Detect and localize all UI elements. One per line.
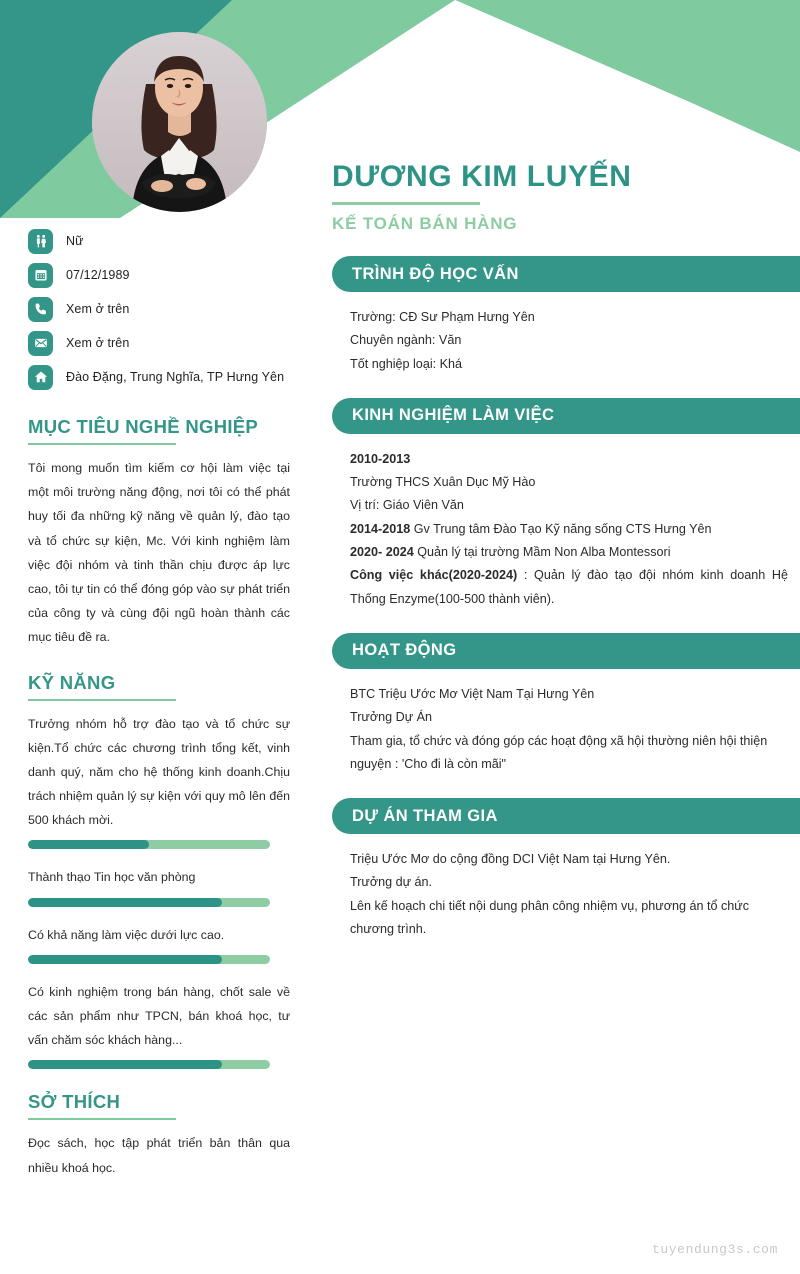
hobbies-body: Đọc sách, học tập phát triển bản thân qua nhiều khoá học. [28, 1136, 290, 1175]
avatar [92, 32, 267, 212]
section-activities [332, 633, 800, 776]
education-heading: TRÌNH ĐỘ HỌC VẤN [352, 264, 519, 283]
calendar-icon [28, 263, 53, 288]
experience-header-bar [332, 398, 800, 434]
contact-item-gender [28, 224, 318, 258]
experience-entry [350, 541, 788, 564]
section-objective [0, 416, 318, 650]
section-hobbies [0, 1091, 318, 1179]
experience-entry [350, 568, 788, 605]
skill-item [28, 980, 290, 1070]
skill-progress-fill [28, 898, 222, 907]
skills-heading: KỸ NĂNG [28, 671, 116, 693]
contact-item-phone [28, 292, 318, 326]
home-icon [28, 365, 53, 390]
activities-header-bar [332, 633, 800, 669]
education-line: Chuyên ngành: Văn [350, 333, 462, 348]
contact-item-birthday [28, 258, 318, 292]
skill-item [28, 865, 290, 906]
skill-label: Thành thạo Tin học văn phòng [28, 870, 196, 885]
projects-body [332, 834, 800, 941]
contact-item-address [28, 360, 318, 394]
hobbies-divider [28, 1118, 176, 1120]
section-skills [0, 672, 318, 1070]
hobbies-heading: SỞ THÍCH [28, 1091, 121, 1113]
avatar-photo [92, 32, 267, 212]
experience-body [332, 434, 800, 611]
projects-line: Trưởng dự án. [350, 875, 433, 890]
activities-line: Tham gia, tổ chức và đóng góp các hoạt động xã hội thường niên hội thiện nguyện : 'Cho đi là còn mãi" [350, 733, 768, 771]
skill-progress-fill [28, 955, 222, 964]
skill-progress-bar [28, 840, 270, 849]
projects-line: Lên kế hoạch chi tiết nội dung phân công nhiệm vụ, phương án tổ chức chương trình. [350, 898, 750, 937]
job-title: KẾ TOÁN BÁN HÀNG [332, 214, 518, 233]
education-body [332, 292, 800, 376]
projects-line: Triệu Ước Mơ do cộng đồng DCI Việt Nam tại Hưng Yên. [350, 852, 671, 867]
right-column [332, 160, 800, 941]
activities-heading: HOẠT ĐỘNG [352, 641, 457, 660]
phone-icon [28, 297, 53, 322]
experience-period: Công việc khác(2020-2024) [350, 568, 518, 583]
skill-label: Có kinh nghiệm trong bán hàng, chốt sale về các sản phẩm như TPCN, bán khoá học, tư vấn chăm sóc khách hàng... [28, 984, 290, 1048]
skill-progress-bar [28, 955, 270, 964]
skills-divider [28, 699, 176, 701]
page-title: DƯƠNG KIM LUYẾN [332, 160, 632, 193]
contact-item-email [28, 326, 318, 360]
education-line: Tốt nghiệp loại: Khá [350, 356, 463, 371]
experience-line: : Quản lý đào tạo đội nhóm kinh doanh Hệ Thống Enzyme(100-500 thành viên). [350, 568, 788, 606]
section-projects [332, 798, 800, 941]
watermark: tuyendung3s.com [651, 1242, 778, 1257]
section-education [332, 256, 800, 376]
education-line: Trường: CĐ Sư Phạm Hưng Yên [350, 310, 535, 324]
left-column [0, 218, 318, 1180]
skill-progress-bar [28, 1060, 270, 1069]
contact-list [0, 218, 318, 394]
objective-body: Tôi mong muốn tìm kiếm cơ hội làm việc tại một môi trường năng động, nơi tôi có thể phát huy tối đa những kỹ năng về quản lý, đào tạo và tổ chức sự kiện, Mc. Với kinh nghiệm làm việc đội nhóm và tinh thần chịu được áp lực cao, tôi tự tin có thể đóng góp vào sự phát triển của công ty và cùng đội ngũ hoàn thành các mục tiêu đề ra. [28, 461, 290, 645]
contact-value: Xem ở trên [66, 336, 130, 350]
projects-header-bar [332, 798, 800, 834]
skill-progress-fill [28, 840, 149, 849]
objective-heading: MỤC TIÊU NGHỀ NGHIỆP [28, 416, 259, 437]
contact-value: Xem ở trên [66, 302, 130, 316]
skill-item [28, 923, 290, 964]
gender-icon [28, 229, 53, 254]
contact-value: Nữ [66, 234, 84, 248]
experience-period: 2014-2018 [350, 521, 411, 536]
experience-period: 2010-2013 [350, 451, 411, 466]
experience-line: Vị trí: Giáo Viên Văn [350, 498, 464, 513]
experience-line: Gv Trung tâm Đào Tạo Kỹ năng sống CTS Hưng Yên [410, 521, 712, 536]
experience-period: 2020- 2024 [350, 545, 414, 560]
contact-value: 07/12/1989 [66, 268, 130, 282]
activities-body [332, 669, 800, 776]
skill-progress-bar [28, 898, 270, 907]
email-icon [28, 331, 53, 356]
contact-value: Đào Đặng, Trung Nghĩa, TP Hưng Yên [66, 370, 285, 384]
experience-line: Trường THCS Xuân Dục Mỹ Hào [350, 475, 536, 490]
objective-divider [28, 443, 176, 445]
skill-item [28, 712, 290, 850]
activities-line: Trưởng Dự Án [350, 710, 433, 725]
skill-progress-fill [28, 1060, 222, 1069]
skill-label: Trưởng nhóm hỗ trợ đào tạo và tổ chức sự kiện.Tổ chức các chương trình tổng kết, vinh danh quý, năm cho hệ thống kinh doanh.Chịu trách nhiệm quản lý sự kiện với quy mô lên đến 500 khách mời. [28, 716, 290, 828]
experience-entry [350, 518, 788, 541]
education-header-bar [332, 256, 800, 292]
experience-heading: KINH NGHIỆM LÀM VIỆC [352, 406, 555, 425]
name-divider [332, 202, 480, 205]
section-experience [332, 398, 800, 611]
projects-heading: DỰ ÁN THAM GIA [352, 806, 498, 825]
experience-line: Quản lý tại trường Mầm Non Alba Montessori [413, 545, 671, 560]
skill-label: Có khả năng làm việc dưới lực cao. [28, 927, 225, 942]
activities-line: BTC Triệu Ước Mơ Việt Nam Tại Hưng Yên [350, 686, 595, 701]
